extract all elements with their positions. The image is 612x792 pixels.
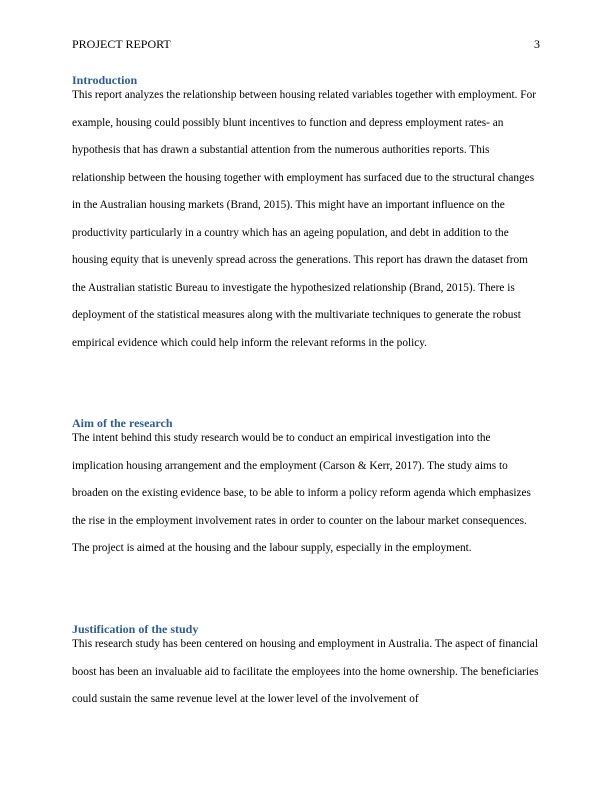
section-aim (72, 415, 544, 563)
page-header (72, 36, 540, 52)
page-number: 3 (534, 37, 540, 51)
section-heading-justification: Justification of the study (72, 622, 199, 636)
section-body-justification: This research study has been centered on housing and employment in Australia. The aspect of financial boost has been an invaluable aid to facilitate the employees into the home ownership. The beneficiaries could sustain the same revenue level at the lower level of the involvement of (72, 638, 539, 705)
section-justification (72, 621, 544, 714)
section-body-aim: The intent behind this study research would be to conduct an empirical investigation into the implication housing arrangement and the employment (Carson & Kerr, 2017). The study aims to broaden on the existing evidence base, to be able to inform a policy reform agenda which emphasizes the rise in the employment involvement rates in order to counter on the labour market consequences. The project is aimed at the housing and the labour supply, especially in the employment. (72, 432, 531, 554)
section-heading-introduction: Introduction (72, 73, 138, 87)
running-head: PROJECT REPORT (72, 37, 171, 51)
section-introduction (72, 72, 544, 357)
section-heading-aim: Aim of the research (72, 416, 173, 430)
section-body-introduction: This report analyzes the relationship between housing related variables together with employment. For example, housing could possibly blunt incentives to function and depress employment rates- an hypothesis that has drawn a substantial attention from the numerous authorities reports. This relationship between the housing together with employment has surfaced due to the structural changes in the Australian housing markets (Brand, 2015). This might have an important influence on the productivity particularly in a country which has an ageing population, and debt in addition to the housing equity that is unevenly spread across the generations. This report has drawn the dataset from the Australian statistic Bureau to investigate the hypothesized relationship (Brand, 2015). There is deployment of the statistical measures along with the multivariate techniques to generate the robust empirical evidence which could help inform the relevant reforms in the policy. (72, 89, 536, 349)
